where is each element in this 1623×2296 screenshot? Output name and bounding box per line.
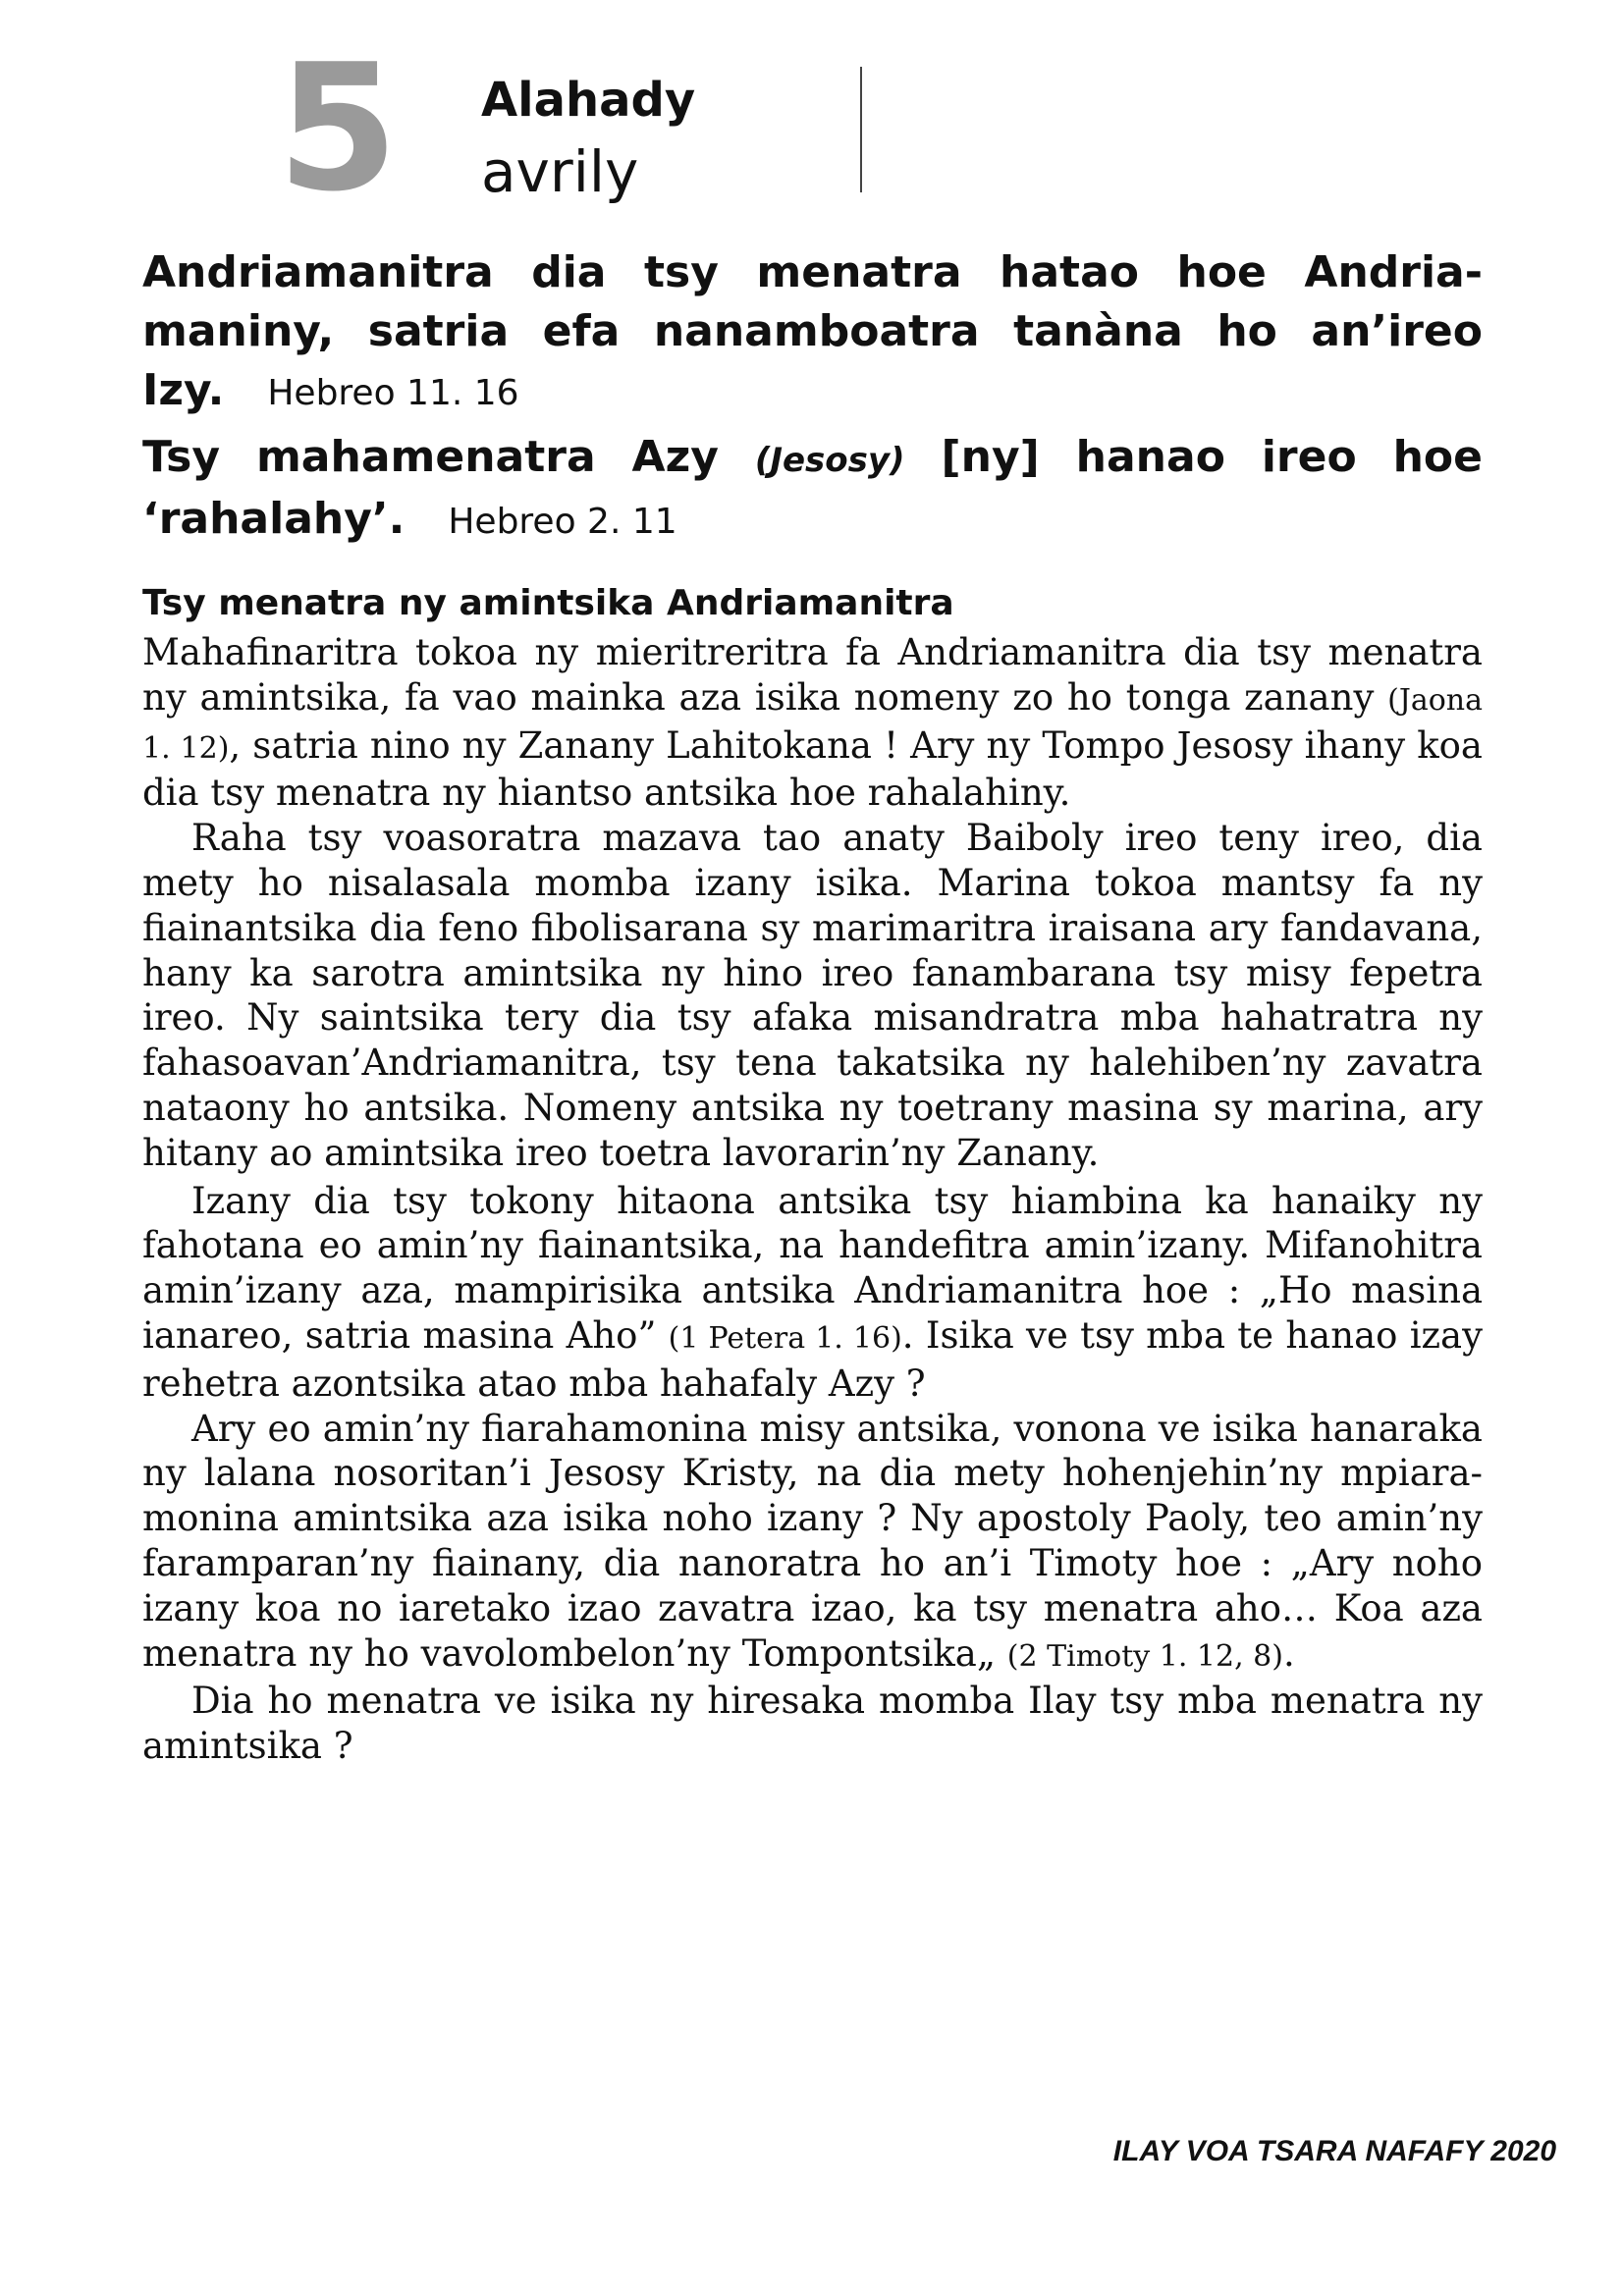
day-name: Alahady <box>481 73 696 128</box>
paragraph-text: Izany dia tsy tokony hitaona antsika tsy hiambina ka hanaiky ny fahotana eo amin’ny fiainantsika, na handefitra amin’izany. Mifanohitra amin’izany aza, mampirisika antsika Andriamanitra hoe : „Ho masina ianareo, satria masina Aho” <box>142 1179 1483 1357</box>
article-paragraph-4 <box>142 1407 1483 1680</box>
verse-2-aside: (Jesosy) <box>754 441 905 480</box>
verse-1-text: Andriamanitra dia tsy menatra hatao hoe Andriamaniny, satria efa nanamboatra tanàna ho an’ireo Izy. <box>142 247 1483 415</box>
verse-1-reference: Hebreo 11. 16 <box>267 373 519 413</box>
header-divider <box>860 67 862 192</box>
paragraph-text: . <box>1282 1631 1295 1675</box>
paragraph-text: Dia ho menatra ve isika ny hiresaka momba Ilay tsy mba menatra ny amintsika ? <box>142 1680 1483 1768</box>
paragraph-citation: (1 Petera 1. 16) <box>668 1320 902 1356</box>
publication-footer: ILAY VOA TSARA NAFAFY 2020 <box>1112 2135 1556 2167</box>
paragraph-text: Ary eo amin’ny fiarahamonina misy antsika, vonona ve isika hanaraka ny lalana nosoritan’i Jesosy Kristy, na dia mety hohenjehin’ny mpiara-monina amintsika aza isika noho izany ? Ny apostoly Paoly, teo amin’ny faramparan’ny fiainany, dia nanoratra ho an’i Timoty hoe : „Ary noho izany koa no iaretako izao zavatra izao, ka tsy menatra aho… Koa aza menatra ny ho vavolombelon’ny Tompontsika„ <box>142 1407 1483 1675</box>
paragraph-text: , satria nino ny Zanany Lahitokana ! Ary ny Tompo Jesosy ihany koa dia tsy menatra ny hiantso antsika hoe rahalahiny. <box>142 723 1483 815</box>
paragraph-text: Mahafinaritra tokoa ny mieritreritra fa Andriamanitra dia tsy menatra ny amintsika, fa vao mainka aza isika nomeny zo ho tonga zanany <box>142 631 1483 719</box>
verse-1 <box>142 243 1483 423</box>
month-name: avrily <box>481 138 639 205</box>
verse-2-text-after: [ny] hanao ireo hoe ‘rahalahy’. <box>142 432 1483 544</box>
article-paragraph-1 <box>142 630 1483 816</box>
paragraph-text: . Isika ve tsy mba te hanao izay rehetra azontsika atao mba hahafaly Azy ? <box>142 1313 1483 1405</box>
paragraph-citation: (2 Timoty 1. 12, 8) <box>1006 1638 1283 1674</box>
paragraph-text: Raha tsy voasoratra mazava tao anaty Baiboly ireo teny ireo, dia mety ho nisalasala momba izany isika. Marina tokoa mantsy fa ny fiainantsika dia feno fibolisarana sy marimaritra iraisana ary fandavana, hany ka sarotra amintsika ny hino ireo fanambarana tsy misy fepetra ireo. Ny saintsika tery dia tsy afaka misandratra mba hahatratra ny fahasoavan’Andriamanitra, tsy tena takatsika ny halehiben’ny zavatra nataony ho antsika. Nomeny antsika ny toetrany masina sy marina, ary hitany ao amintsika ireo toetra lavorarin’ny Zanany. <box>142 817 1483 1174</box>
verse-2 <box>142 428 1483 552</box>
article-title: Tsy menatra ny amintsika Andriamanitra <box>142 583 954 623</box>
day-number: 5 <box>277 27 399 230</box>
article-body <box>142 630 1483 1772</box>
article-paragraph-3 <box>142 1179 1483 1407</box>
article-paragraph-2 <box>142 816 1483 1178</box>
verse-2-text-before: Tsy mahamenatra Azy <box>142 432 755 482</box>
article-paragraph-5 <box>142 1679 1483 1772</box>
paragraph-citation: (Jaona 1. 12) <box>142 682 1483 766</box>
verse-2-reference: Hebreo 2. 11 <box>448 502 677 542</box>
